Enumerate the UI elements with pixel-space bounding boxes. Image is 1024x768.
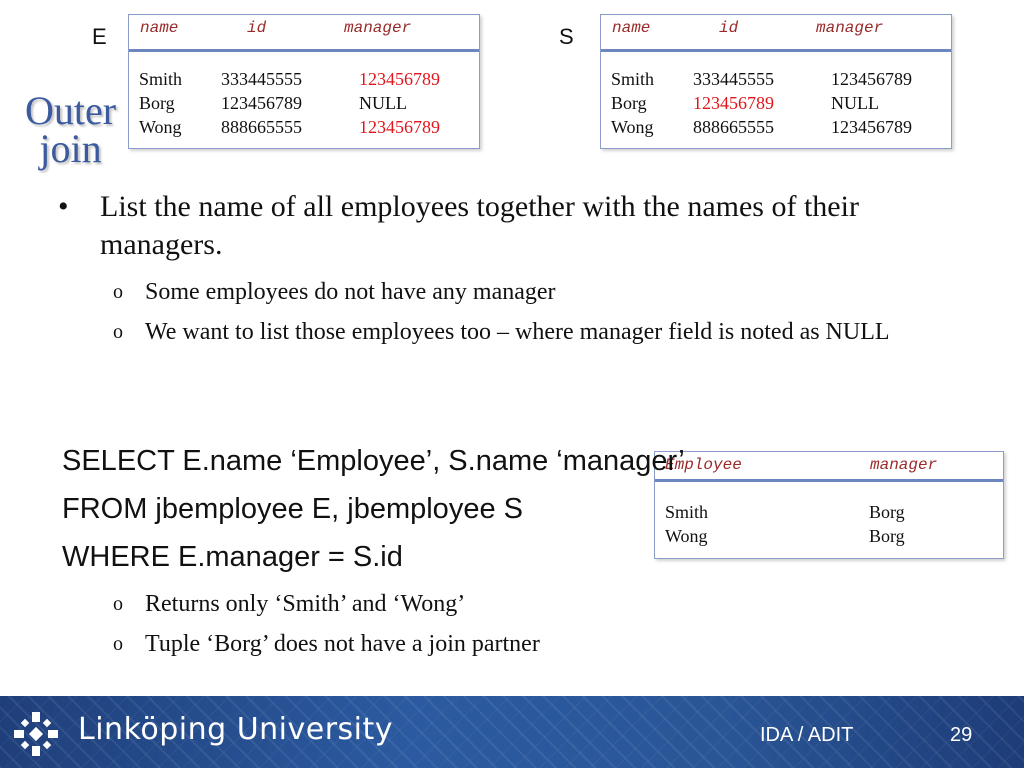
table-cell-highlighted: 123456789	[359, 69, 440, 89]
table-cell: 888665555	[221, 117, 302, 137]
table-s	[600, 14, 952, 149]
sub-bullet	[113, 316, 933, 384]
title-line-2: join	[39, 126, 102, 171]
circle-bullet-icon: o	[113, 633, 123, 655]
table-cell: Borg	[869, 526, 905, 546]
sql-select-line: SELECT E.name ‘Employee’, S.name ‘manager’	[62, 445, 685, 477]
table-cell: Wong	[665, 526, 708, 546]
result-table-header	[655, 452, 1003, 482]
table-row	[655, 526, 1003, 550]
column-header: id	[719, 19, 739, 37]
table-cell: 123456789	[831, 69, 912, 89]
title-line-1: Outer	[24, 88, 117, 133]
table-row	[601, 117, 951, 141]
column-header: manager	[816, 19, 884, 37]
table-cell: Wong	[611, 117, 654, 137]
table-cell: Borg	[869, 502, 905, 522]
sql-where-line: WHERE E.manager = S.id	[62, 541, 403, 573]
circle-bullet-icon: o	[113, 321, 123, 343]
table-cell-highlighted: 123456789	[359, 117, 440, 137]
result-table	[654, 451, 1004, 559]
department-label: IDA / ADIT	[760, 724, 854, 746]
sub-bullet-text: Returns only ‘Smith’ and ‘Wong’	[145, 591, 466, 617]
bullet-dot-icon: •	[58, 190, 69, 223]
table-cell: Smith	[139, 69, 183, 89]
footer-bar	[0, 696, 1024, 768]
sub-bullet-text: Some employees do not have any manager	[145, 279, 556, 305]
table-e	[128, 14, 480, 149]
table-cell: Smith	[611, 69, 655, 89]
table-cell: NULL	[831, 93, 879, 113]
table-row	[601, 69, 951, 93]
table-cell: Borg	[611, 93, 647, 113]
column-header: manager	[870, 456, 938, 474]
column-header: name	[612, 19, 651, 37]
column-header: Employee	[665, 456, 742, 474]
table-cell: NULL	[359, 93, 407, 113]
table-row	[601, 93, 951, 117]
table-cell: Wong	[139, 117, 182, 137]
sub-bullet	[113, 588, 933, 622]
table-cell: Smith	[665, 502, 709, 522]
table-cell: 123456789	[221, 93, 302, 113]
university-name: Linköping University	[78, 712, 394, 747]
table-cell: 123456789	[831, 117, 912, 137]
table-cell: 888665555	[693, 117, 774, 137]
page-number: 29	[950, 724, 973, 746]
column-header: id	[247, 19, 267, 37]
table-cell: 333445555	[221, 69, 302, 89]
table-cell: 333445555	[693, 69, 774, 89]
circle-bullet-icon: o	[113, 593, 123, 615]
table-row	[129, 117, 479, 141]
table-cell: Borg	[139, 93, 175, 113]
relation-label-s: S	[559, 24, 574, 49]
column-header: name	[140, 19, 179, 37]
sql-from-line: FROM jbemployee E, jbemployee S	[62, 493, 523, 525]
university-logo-icon	[12, 710, 60, 758]
table-s-header	[601, 15, 951, 52]
table-row	[129, 93, 479, 117]
table-row	[655, 502, 1003, 526]
sub-bullet	[113, 628, 933, 662]
table-row	[129, 69, 479, 93]
circle-bullet-icon: o	[113, 281, 123, 303]
sub-bullet	[113, 276, 933, 310]
sub-bullet-text: Tuple ‘Borg’ does not have a join partner	[145, 631, 540, 657]
column-header: manager	[344, 19, 412, 37]
slide-title	[8, 88, 133, 171]
sub-bullet-text: We want to list those employees too – where manager field is noted as NULL	[145, 319, 890, 345]
main-bullet-text: List the name of all employees together with the names of their managers.	[100, 190, 859, 261]
table-e-header	[129, 15, 479, 52]
relation-label-e: E	[92, 24, 107, 49]
table-cell-highlighted: 123456789	[693, 93, 774, 113]
